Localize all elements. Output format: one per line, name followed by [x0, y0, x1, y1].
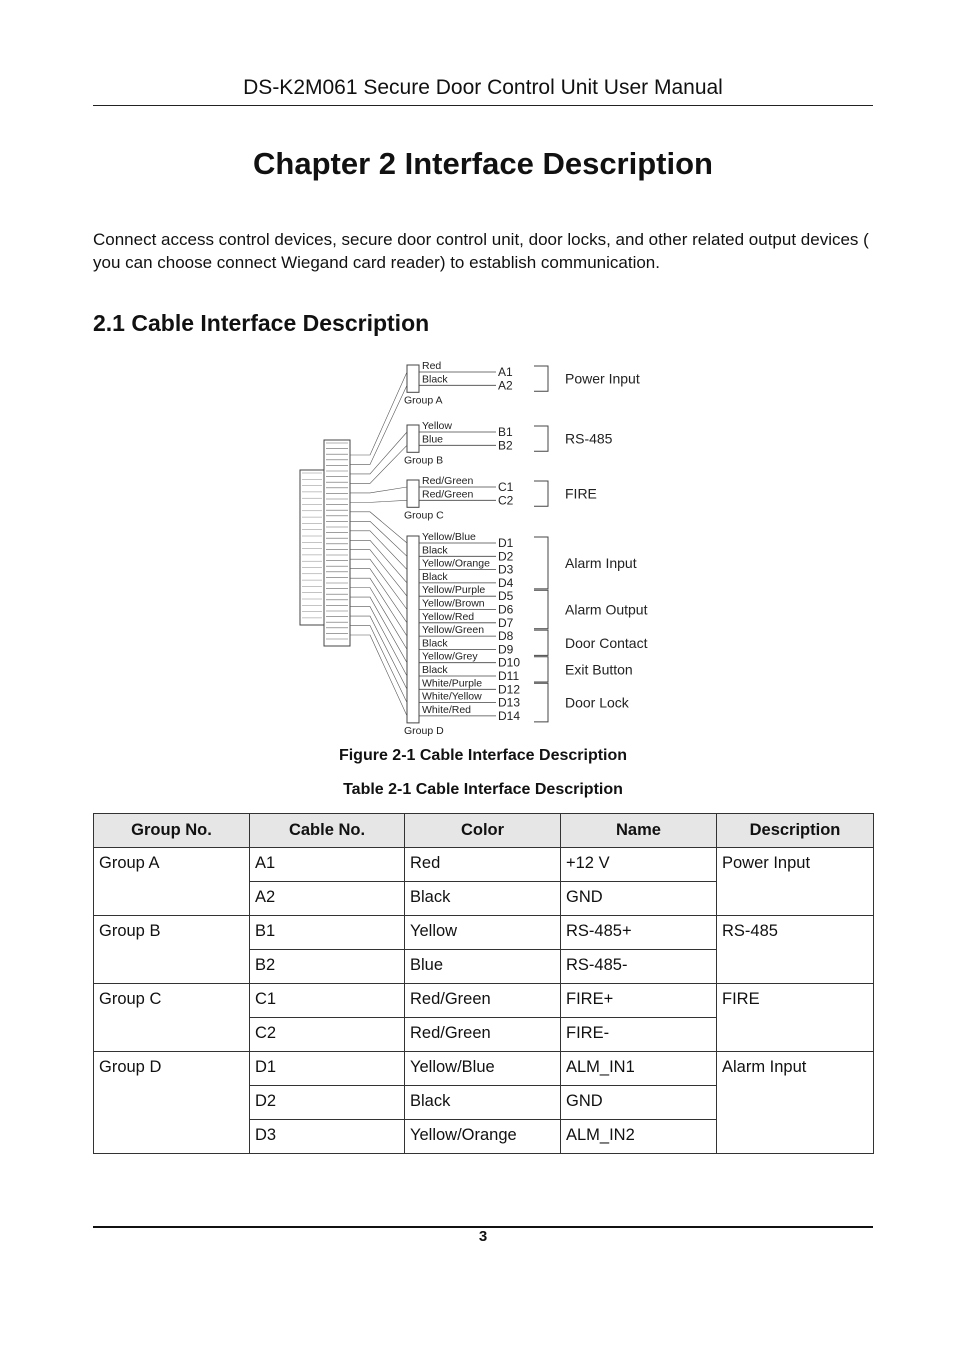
wire-color-label: Black — [422, 664, 448, 676]
function-label: Power Input — [565, 370, 640, 387]
pin-label: D11 — [498, 669, 520, 683]
wire-color-label: White/Red — [422, 703, 472, 716]
pin-label: A1 — [498, 365, 513, 379]
cell-cable: C1 — [250, 984, 405, 1018]
pin-label: C1 — [498, 480, 514, 494]
cell-name: +12 V — [561, 848, 717, 882]
cell-description: Power Input — [717, 848, 874, 916]
function-bracket — [534, 537, 548, 589]
function-bracket — [534, 426, 548, 451]
cell-description: Alarm Input — [717, 1052, 874, 1154]
wire-color-label: Black — [422, 570, 448, 583]
wire-color-label: White/Yellow — [422, 690, 482, 703]
header-color: Color — [405, 814, 561, 848]
cell-cable: A1 — [250, 848, 405, 882]
function-label: Door Contact — [565, 634, 648, 651]
pin-label: D2 — [498, 549, 514, 564]
fanout-wire — [350, 385, 407, 464]
cell-cable: A2 — [250, 882, 405, 916]
pin-label: C2 — [498, 493, 514, 508]
pin-label: A2 — [498, 378, 513, 393]
group-terminal-block — [407, 480, 419, 507]
fanout-wire — [350, 432, 407, 474]
fanout-wire — [350, 540, 407, 583]
fanout-wire — [350, 512, 407, 543]
running-header: DS-K2M061 Secure Door Control Unit User Manual — [243, 76, 723, 99]
wire-color-label: Yellow/Green — [422, 624, 485, 637]
pin-label: D12 — [498, 682, 521, 697]
pin-label: D3 — [498, 562, 514, 577]
wire-color-label: Yellow/Purple — [422, 584, 486, 597]
function-label: Alarm Output — [565, 601, 648, 618]
function-label: Door Lock — [565, 694, 629, 711]
fanout-wire — [350, 626, 407, 703]
pin-label: D13 — [498, 695, 521, 710]
cell-color: Yellow — [405, 916, 561, 950]
header-rule — [93, 105, 873, 106]
function-bracket — [534, 630, 548, 655]
page-number: 3 — [478, 1228, 488, 1245]
fanout-wire — [350, 487, 407, 493]
cell-group: Group C — [94, 984, 250, 1052]
pin-label: D14 — [498, 708, 521, 723]
fanout-wire — [350, 616, 407, 689]
cell-name: FIRE+ — [561, 984, 717, 1018]
header-group-no: Group No. — [94, 814, 250, 848]
cell-color: Black — [405, 882, 561, 916]
cell-name: FIRE- — [561, 1018, 717, 1052]
function-label: RS-485 — [565, 430, 613, 447]
pin-label: D5 — [498, 589, 514, 604]
cable-interface-table — [93, 813, 874, 1154]
cell-name: GND — [561, 882, 717, 916]
wire-color-label: Yellow/Orange — [422, 557, 490, 570]
section-title: 2.1 Cable Interface Description — [93, 310, 430, 336]
group-terminal-block — [407, 425, 419, 452]
table-row — [94, 916, 874, 950]
wire-color-label: Yellow/Red — [422, 610, 475, 623]
wire-color-label: Yellow/Blue — [422, 531, 476, 543]
function-label: Exit Button — [565, 661, 633, 678]
cell-cable: C2 — [250, 1018, 405, 1052]
cable-interface-diagram — [280, 355, 700, 745]
pin-label: D4 — [498, 575, 514, 590]
cell-cable: D2 — [250, 1086, 405, 1120]
fanout-wire — [350, 569, 407, 623]
cell-description: FIRE — [717, 984, 874, 1052]
table-row — [94, 1052, 874, 1086]
pin-label: D8 — [498, 629, 514, 644]
cell-color: Black — [405, 1086, 561, 1120]
wire-color-label: Yellow — [422, 420, 452, 432]
cable-interface-diagram-svg — [280, 355, 700, 745]
wire-color-label: Red/Green — [422, 488, 474, 501]
pin-label: D10 — [498, 655, 521, 670]
function-label: FIRE — [565, 485, 597, 502]
chapter-title: Chapter 2 Interface Description — [253, 146, 713, 181]
pin-label: D7 — [498, 615, 514, 630]
cell-color: Blue — [405, 950, 561, 984]
cell-name: GND — [561, 1086, 717, 1120]
wire-color-label: White/Purple — [422, 677, 483, 690]
cell-name: RS-485+ — [561, 916, 717, 950]
table-caption: Table 2-1 Cable Interface Description — [343, 781, 623, 798]
pin-label: D6 — [498, 602, 514, 617]
cell-cable: D3 — [250, 1120, 405, 1154]
cell-color: Red/Green — [405, 984, 561, 1018]
header-description: Description — [717, 814, 874, 848]
cell-color: Yellow/Orange — [405, 1120, 561, 1154]
cell-group: Group A — [94, 848, 250, 916]
wire-color-label: Yellow/Brown — [422, 597, 485, 610]
fanout-wire — [350, 578, 407, 636]
function-bracket — [534, 590, 548, 629]
group-terminal-block — [407, 536, 419, 723]
cell-cable: B2 — [250, 950, 405, 984]
header-cable-no: Cable No. — [250, 814, 405, 848]
cell-group: Group D — [94, 1052, 250, 1154]
wire-color-label: Red/Green — [422, 475, 474, 487]
table-row — [94, 848, 874, 882]
header-name: Name — [561, 814, 717, 848]
fanout-wire — [350, 597, 407, 663]
figure-caption: Figure 2-1 Cable Interface Description — [338, 747, 628, 764]
cell-name: RS-485- — [561, 950, 717, 984]
wire-color-label: Red — [422, 360, 442, 372]
group-terminal-block — [407, 365, 419, 392]
connector-plug — [300, 470, 324, 625]
group-label: Group C — [404, 509, 444, 522]
cell-color: Red/Green — [405, 1018, 561, 1052]
cell-description: RS-485 — [717, 916, 874, 984]
pin-label: B2 — [498, 438, 513, 453]
group-label: Group B — [404, 454, 444, 467]
cell-group: Group B — [94, 916, 250, 984]
cell-cable: D1 — [250, 1052, 405, 1086]
function-label: Alarm Input — [565, 554, 637, 571]
fanout-wire — [350, 500, 407, 502]
function-bracket — [534, 481, 548, 506]
fanout-wire — [350, 372, 407, 455]
function-bracket — [534, 366, 548, 391]
fanout-wire — [350, 521, 407, 556]
function-bracket — [534, 683, 548, 722]
group-label: Group A — [404, 394, 443, 407]
cell-cable: B1 — [250, 916, 405, 950]
pin-label: D1 — [498, 536, 514, 550]
fanout-wire — [350, 607, 407, 676]
cell-color: Yellow/Blue — [405, 1052, 561, 1086]
cell-name: ALM_IN1 — [561, 1052, 717, 1086]
intro-paragraph: Connect access control devices, secure door control unit, door locks, and other related output devices ( you can choose connect Wiegand card reader) to establish communication. — [93, 230, 869, 272]
function-bracket — [534, 657, 548, 682]
cell-color: Red — [405, 848, 561, 882]
table-header-row — [94, 814, 874, 848]
pin-label: D9 — [498, 642, 514, 657]
wire-color-label: Black — [422, 637, 448, 650]
cell-name: ALM_IN2 — [561, 1120, 717, 1154]
table-row — [94, 984, 874, 1018]
wire-color-label: Black — [422, 544, 448, 557]
wire-color-label: Yellow/Grey — [422, 650, 478, 663]
wire-color-label: Blue — [422, 433, 444, 446]
pin-label: B1 — [498, 425, 513, 439]
wire-color-label: Black — [422, 373, 448, 386]
group-label: Group D — [404, 724, 444, 737]
